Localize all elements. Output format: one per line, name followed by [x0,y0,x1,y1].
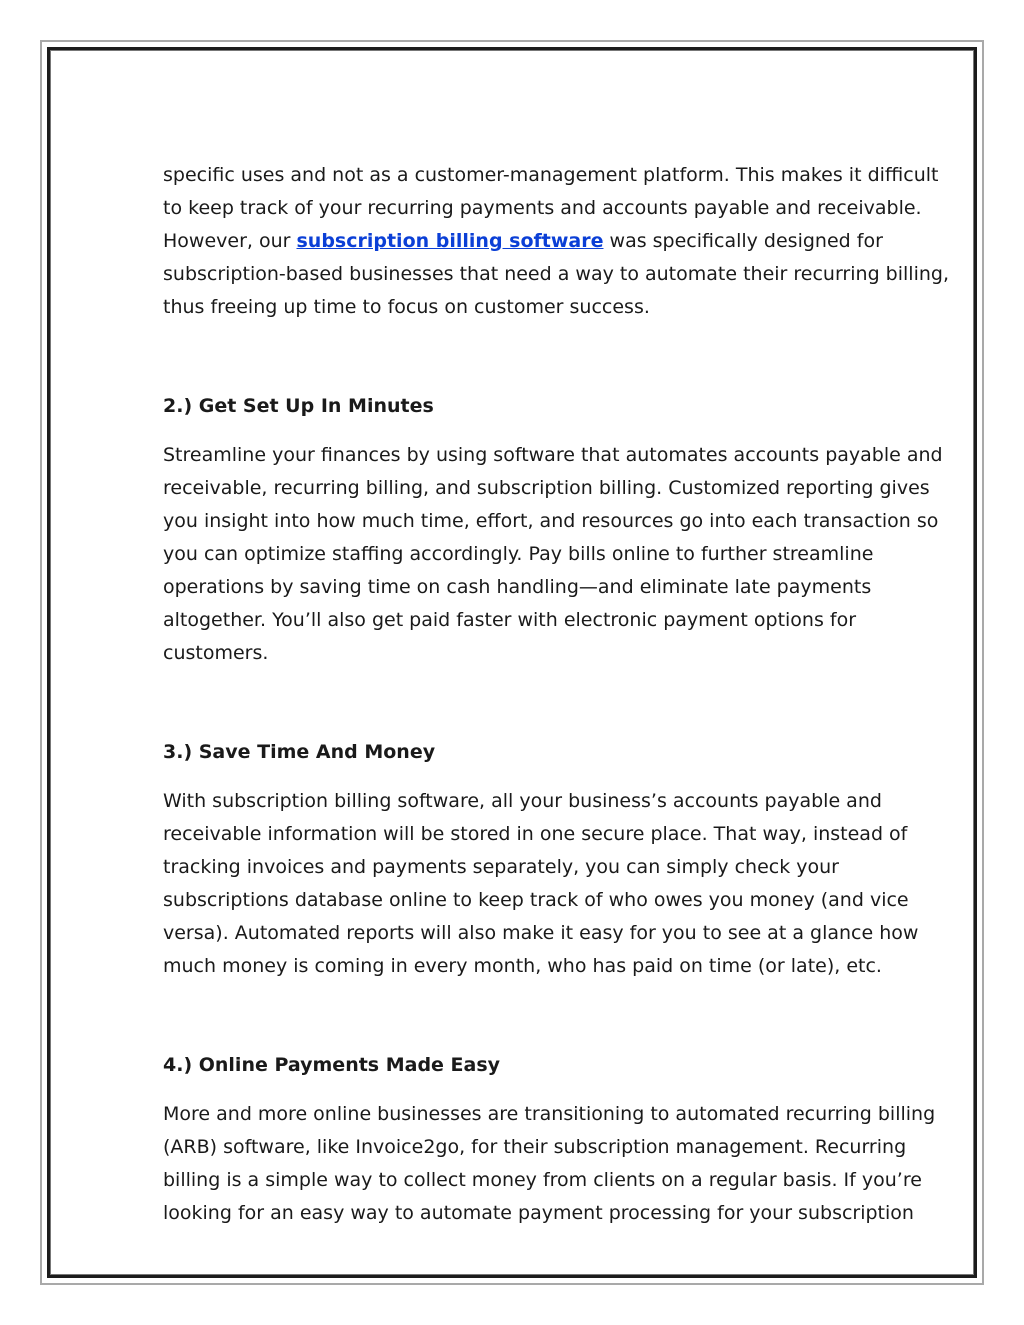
section-body-get-set-up: Streamline your finances by using software that automates accounts payable and receivable, recurring billing, and subscription billing. Customized reporting gives you insight into how much time, effort, and resources go into each transaction so you can optimize staffing accordingly. Pay bills online to further streamline operations by saving time on cash handling—and eliminate late payments altogether. You’ll also get paid faster with electronic payment options for customers. [163,444,943,664]
intro-text-before-link: specific uses and not as a customer-management platform. This makes it difficult to keep track of your recurring payments and accounts payable and receivable. However, our [163,164,939,252]
section-heading-online-payments: 4.) Online Payments Made Easy [163,1054,501,1076]
document-content [163,159,953,1230]
page-frame [40,40,984,1285]
intro-paragraph [163,159,953,324]
section-heading-get-set-up: 2.) Get Set Up In Minutes [163,395,434,417]
section-body-save-time: With subscription billing software, all your business’s accounts payable and receivable information will be stored in one secure place. That way, instead of tracking invoices and payments separately, you can simply check your subscriptions database online to keep track of who owes you money (and vice versa). Automated reports will also make it easy for you to see at a glance how much money is coming in every month, who has paid on time (or late), etc. [163,790,919,977]
subscription-billing-software-link[interactable]: subscription billing software [296,230,604,252]
section-heading-save-time: 3.) Save Time And Money [163,741,436,763]
intro-text-after-link: was specifically designed for subscription-based businesses that need a way to automate their recurring billing, thus freeing up time to focus on customer success. [163,230,949,318]
section-body-online-payments: More and more online businesses are transitioning to automated recurring billing (ARB) software, like Invoice2go, for their subscription management. Recurring billing is a simple way to collect money from clients on a regular basis. If you’re looking for an easy way to automate payment processing for your subscription [163,1103,936,1224]
